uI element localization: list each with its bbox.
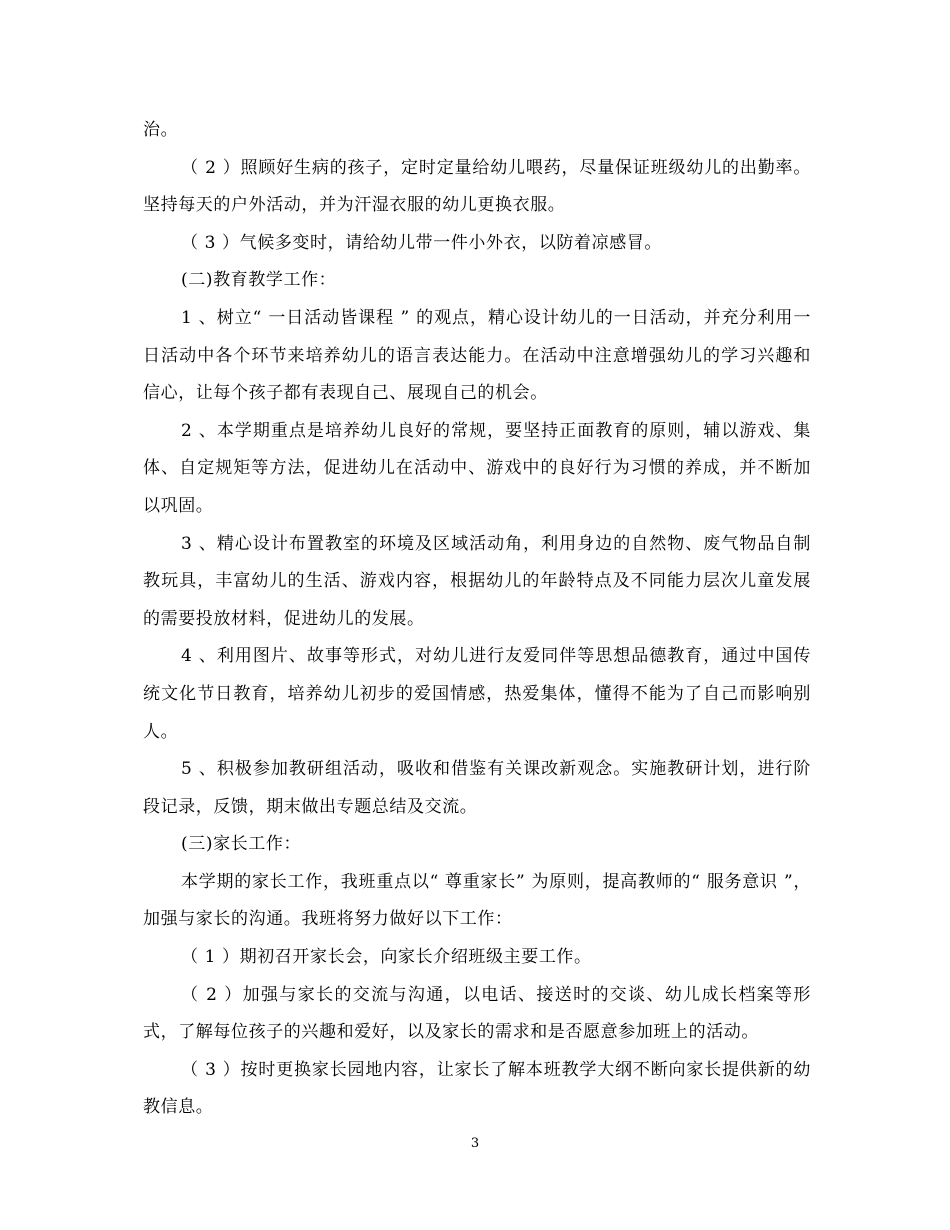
- paragraph-parents-intro: 本学期的家长工作，我班重点以“ 尊重家长” 为原则，提高教师的“ 服务意识 ”，加强与家长的沟通。我班将努力做好以下工作：: [143, 871, 811, 930]
- paragraph-education-item-4: 4 、利用图片、故事等形式，对幼儿进行友爱同伴等思想品德教育，通过中国传统文化节日教育，培养幼儿初步的爱国情感，热爱集体，懂得不能为了自己而影响别人。: [143, 646, 811, 742]
- paragraph-parents-item-1: （ 1 ）期初召开家长会，向家长介绍班级主要工作。: [181, 947, 592, 968]
- paragraph-education-item-3: 3 、精心设计布置教室的环境及区域活动角，利用身边的自然物、废气物品自制教玩具，丰富幼儿的生活、游戏内容，根据幼儿的年龄特点及不同能力层次儿童发展的需要投放材料，促进幼儿的发展。: [143, 533, 811, 629]
- section-heading-education: (二)教育教学工作：: [181, 270, 337, 291]
- paragraph-parents-item-2: （ 2 ）加强与家长的交流与沟通，以电话、接送时的交谈、幼儿成长档案等形式，了解每位孩子的兴趣和爱好，以及家长的需求和是否愿意参加班上的活动。: [143, 984, 811, 1043]
- paragraph-continuation: 治。: [143, 120, 179, 140]
- paragraph-parents-item-3: （ 3 ）按时更换家长园地内容，让家长了解本班教学大纲不断向家长提供新的幼教信息。: [143, 1059, 811, 1118]
- paragraph-education-item-1: 1 、树立“ 一日活动皆课程 ” 的观点，精心设计幼儿的一日活动，并充分利用一日活动中各个环节来培养幼儿的语言表达能力。在活动中注意增强幼儿的学习兴趣和信心，让每个孩子都有表现自己、展现自己的机会。: [143, 307, 811, 404]
- paragraph-education-item-2: 2 、本学期重点是培养幼儿良好的常规，要坚持正面教育的原则，辅以游戏、集体、自定规矩等方法，促进幼儿在活动中、游戏中的良好行为习惯的养成，并不断加以巩固。: [143, 420, 811, 516]
- paragraph-care-sick-children: （ 2 ）照顾好生病的孩子，定时定量给幼儿喂药，尽量保证班级幼儿的出勤率。坚持每天的户外活动，并为汗湿衣服的幼儿更换衣服。: [143, 157, 811, 216]
- section-heading-parents: (三)家长工作：: [181, 834, 302, 855]
- paragraph-weather-advice: （ 3 ）气候多变时，请给幼儿带一件小外衣，以防着凉感冒。: [181, 232, 663, 253]
- page-number: 3: [470, 1136, 480, 1151]
- document-body: [143, 112, 811, 1127]
- paragraph-education-item-5: 5 、积极参加教研组活动，吸收和借鉴有关课改新观念。实施教研计划，进行阶段记录，反馈，期末做出专题总结及交流。: [143, 759, 811, 817]
